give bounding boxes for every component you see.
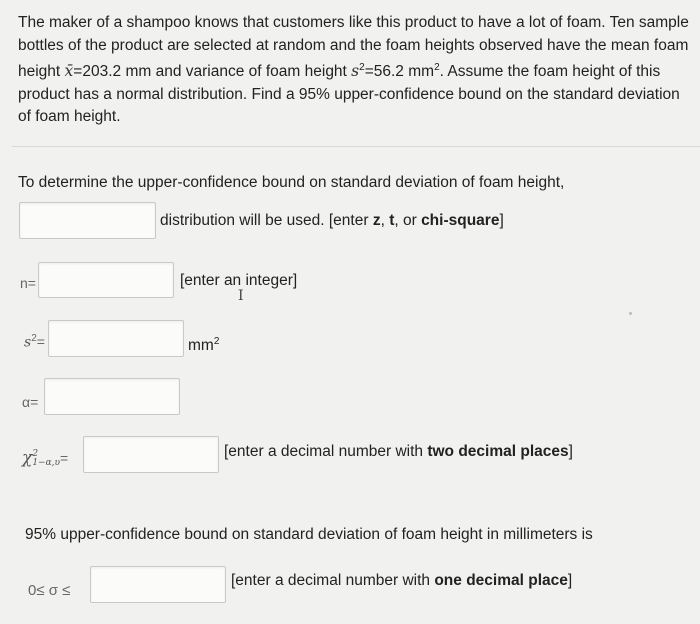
s2-unit: $mm^2$ xyxy=(188,336,220,355)
section-divider xyxy=(12,146,700,147)
sigma-inequality: 0≤ σ ≤ xyxy=(28,582,71,599)
mean-symbol: x̄ xyxy=(64,62,74,81)
upper-bound-hint: [enter a decimal number with one decimal place] xyxy=(231,572,573,589)
chi-square-hint: [enter a decimal number with two decimal places] xyxy=(224,443,573,460)
n-hint: [enter an integer] xyxy=(180,272,298,289)
chi-square-label: χ 2 1−α,υ = xyxy=(22,448,69,469)
upper-bound-input[interactable] xyxy=(90,566,226,603)
s2-label: $s^2=$ xyxy=(24,333,45,351)
stray-dot xyxy=(629,312,632,315)
n-label: n= xyxy=(20,275,36,291)
distribution-input[interactable] xyxy=(19,202,156,239)
text-cursor-icon: I xyxy=(238,288,244,304)
distribution-question: To determine the upper-confidence bound on standard deviation of foam height, xyxy=(18,174,565,191)
problem-statement: The maker of a shampoo knows that customers like this product to have a lot of foam. Ten sample bottles of the product are selected at random and the foam heights observed have the mean foam height x̄=203.2 mm and variance of foam height $s^2=56.2$ $mm^2$. Assume the foam height of this product has a normal distribution. Find a 95% upper-confidence bound on the standard deviation of foam height. xyxy=(18,14,689,126)
alpha-label: α= xyxy=(22,394,39,410)
alpha-input[interactable] xyxy=(44,378,180,415)
chi-square-input[interactable] xyxy=(83,436,219,473)
distribution-hint: distribution will be used. [enter z, t, or chi-square] xyxy=(160,212,504,229)
s2-input[interactable] xyxy=(48,320,184,357)
result-question: 95% upper-confidence bound on standard deviation of foam height in millimeters is xyxy=(25,526,593,543)
n-input[interactable] xyxy=(38,262,174,298)
